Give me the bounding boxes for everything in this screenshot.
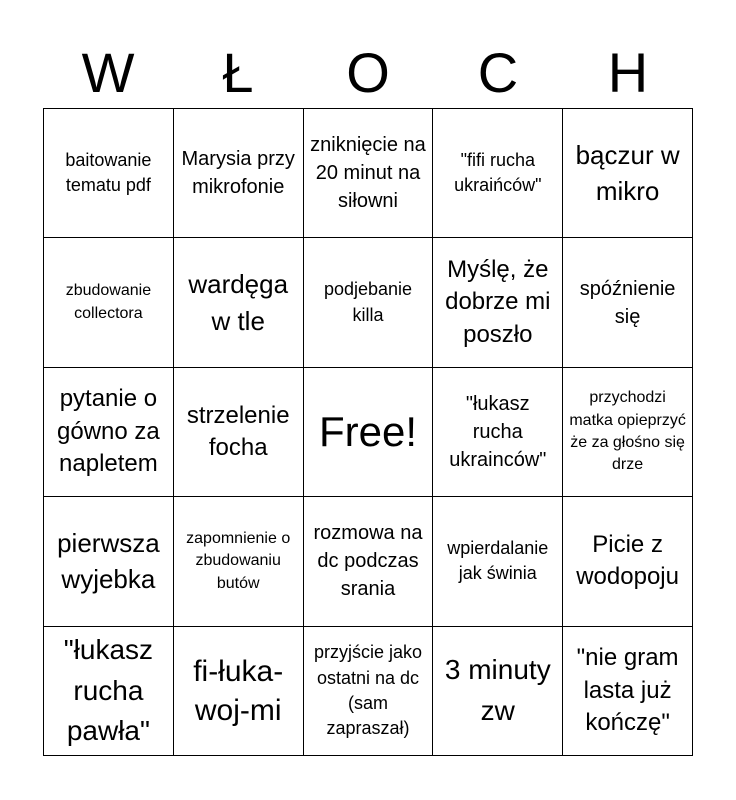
- header-letter-w: W: [81, 41, 135, 104]
- cell-text: "nie gram lasta już kończę": [576, 644, 679, 736]
- header-letter-h: H: [607, 41, 649, 104]
- cell-text: przychodzi matka opieprzyć że za głośno się drze: [569, 389, 686, 474]
- cell-text: "łukasz rucha ukrainców": [449, 392, 547, 471]
- bingo-cell-r4c1[interactable]: [44, 497, 174, 626]
- cell-text: 3 minuty zw: [444, 654, 551, 726]
- header-letter-l: Ł: [222, 41, 254, 104]
- bingo-cell-r1c1[interactable]: [44, 109, 174, 238]
- cell-text: pytanie o gówno za napletem: [57, 385, 160, 478]
- bingo-cell-r2c1[interactable]: [44, 238, 174, 367]
- cell-text: Myślę, że dobrze mi poszło: [445, 256, 551, 348]
- bingo-cell-r3c2[interactable]: [174, 368, 304, 497]
- cell-text: zniknięcie na 20 minut na siłowni: [310, 134, 426, 213]
- bingo-cell-r1c5[interactable]: [563, 109, 693, 238]
- cell-text: Marysia przy mikrofonie: [181, 148, 295, 199]
- bingo-cell-r5c3[interactable]: [304, 627, 434, 756]
- cell-text: "fifi rucha ukraińców": [454, 150, 542, 196]
- cell-text: wardęga w tle: [188, 269, 289, 336]
- bingo-cell-free[interactable]: [304, 368, 434, 497]
- cell-text: zapomnienie o zbudowaniu butów: [186, 529, 291, 592]
- cell-text: pierwsza wyjebka: [57, 528, 160, 595]
- bingo-header: [43, 38, 693, 108]
- bingo-cell-r4c5[interactable]: [563, 497, 693, 626]
- cell-text: spóźnienie się: [579, 277, 676, 328]
- bingo-cell-r4c3[interactable]: [304, 497, 434, 626]
- cell-text: "łukasz rucha pawła": [63, 633, 154, 747]
- cell-text: rozmowa na dc podczas srania: [313, 522, 423, 601]
- bingo-cell-r3c4[interactable]: [433, 368, 563, 497]
- bingo-cell-r1c4[interactable]: [433, 109, 563, 238]
- bingo-cell-r5c2[interactable]: [174, 627, 304, 756]
- cell-text: zbudowanie collectora: [65, 282, 152, 322]
- bingo-cell-r1c2[interactable]: [174, 109, 304, 238]
- bingo-cell-r2c4[interactable]: [433, 238, 563, 367]
- bingo-cell-r1c3[interactable]: [304, 109, 434, 238]
- bingo-cell-r2c3[interactable]: [304, 238, 434, 367]
- bingo-cell-r2c5[interactable]: [563, 238, 693, 367]
- cell-text: strzelenie focha: [186, 401, 290, 461]
- cell-text: wpierdalanie jak świnia: [447, 538, 549, 584]
- bingo-cell-r5c5[interactable]: [563, 627, 693, 756]
- cell-text: bączur w mikro: [575, 139, 680, 207]
- bingo-cell-r5c1[interactable]: [44, 627, 174, 756]
- bingo-cell-r3c1[interactable]: [44, 368, 174, 497]
- header-letter-o: O: [346, 41, 390, 104]
- cell-text: Free!: [318, 407, 417, 455]
- cell-text: Picie z wodopoju: [576, 531, 679, 591]
- header-letter-c: C: [477, 41, 519, 104]
- bingo-grid: [43, 108, 693, 756]
- bingo-cell-r4c4[interactable]: [433, 497, 563, 626]
- bingo-cell-r5c4[interactable]: [433, 627, 563, 756]
- cell-text: podjebanie killa: [323, 279, 413, 325]
- cell-text: przyjście jako ostatni na dc (sam zapraszał): [313, 642, 423, 738]
- cell-text: fi-łuka-woj-mi: [193, 654, 284, 727]
- bingo-cell-r3c5[interactable]: [563, 368, 693, 497]
- cell-text: baitowanie tematu pdf: [65, 150, 152, 196]
- bingo-cell-r4c2[interactable]: [174, 497, 304, 626]
- bingo-cell-r2c2[interactable]: [174, 238, 304, 367]
